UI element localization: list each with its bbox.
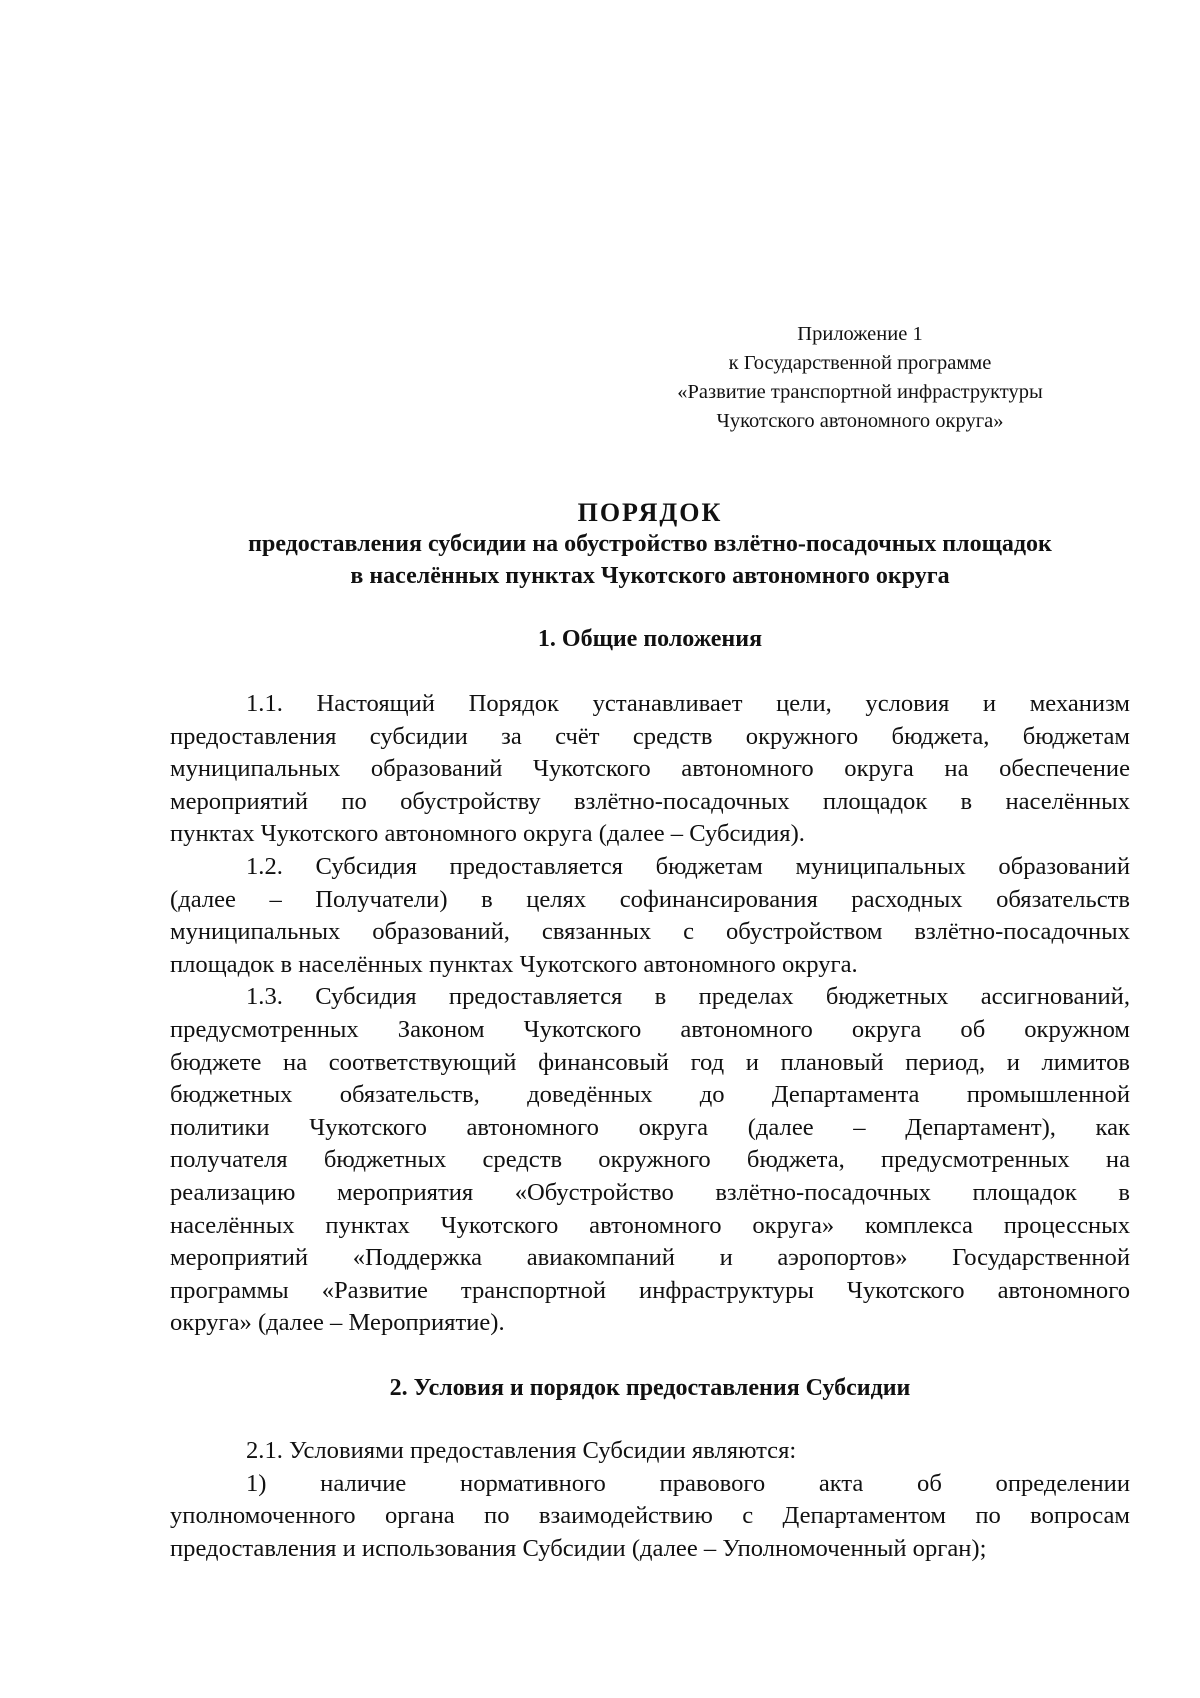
paragraph-line: предоставления и использования Субсидии (далее – Уполномоченный орган); xyxy=(170,1534,987,1562)
paragraph-line: 1.2. Субсидия предоставляется бюджетам муниципальных образований xyxy=(246,852,1130,880)
appendix-line: Чукотского автономного округа» xyxy=(716,410,1004,432)
paragraph-line: уполномоченного органа по взаимодействию с Департаментом по вопросам xyxy=(170,1502,1130,1530)
paragraph-line: 1.1. Настоящий Порядок устанавливает цели, условия и механизм xyxy=(246,690,1130,717)
appendix-block xyxy=(620,320,1100,436)
paragraph-line: 1) наличие нормативного правового акта об определении xyxy=(246,1469,1130,1497)
paragraph-line: площадок в населённых пунктах Чукотского автономного округа. xyxy=(170,950,858,978)
paragraph-line: политики Чукотского автономного округа (далее – Департамент), как xyxy=(170,1113,1130,1141)
paragraph-line: мероприятий «Поддержка авиакомпаний и аэропортов» Государственной xyxy=(170,1244,1130,1272)
appendix-line: Приложение 1 xyxy=(797,323,923,345)
appendix-line: к Государственной программе xyxy=(728,352,992,374)
paragraph-line: (далее – Получатели) в целях софинансирования расходных обязательств xyxy=(170,885,1130,913)
paragraph-line: 1.3. Субсидия предоставляется в пределах бюджетных ассигнований, xyxy=(246,983,1130,1011)
paragraph-line: бюджете на соответствующий финансовый год и плановый период, и лимитов xyxy=(170,1048,1130,1076)
paragraph-line: населённых пунктах Чукотского автономного округа» комплекса процессных xyxy=(170,1211,1130,1239)
document-subtitle xyxy=(170,528,1130,592)
section-1-body xyxy=(170,688,1130,1340)
paragraph-line: предусмотренных Законом Чукотского автономного округа об окружном xyxy=(170,1015,1130,1043)
document-title: ПОРЯДОК xyxy=(577,498,723,527)
paragraph-line: пунктах Чукотского автономного округа (далее – Субсидия). xyxy=(170,820,805,848)
section-1-heading: 1. Общие положения xyxy=(537,626,763,652)
subtitle-line: предоставления субсидии на обустройство взлётно-посадочных площадок xyxy=(248,531,1052,557)
section-2-body xyxy=(170,1435,1130,1565)
section-2-heading: 2. Условия и порядок предоставления Субсидии xyxy=(389,1375,911,1401)
paragraph-line: округа» (далее – Мероприятие). xyxy=(170,1309,505,1337)
paragraph-line: предоставления субсидии за счёт средств окружного бюджета, бюджетам xyxy=(170,722,1130,750)
paragraph-line: 2.1. Условиями предоставления Субсидии являются: xyxy=(246,1437,797,1464)
paragraph-line: программы «Развитие транспортной инфраструктуры Чукотского автономного xyxy=(170,1276,1130,1304)
subtitle-line: в населённых пунктах Чукотского автономного округа xyxy=(350,563,950,589)
paragraph-line: муниципальных образований, связанных с обустройством взлётно-посадочных xyxy=(170,918,1130,946)
paragraph-line: муниципальных образований Чукотского автономного округа на обеспечение xyxy=(170,755,1130,783)
paragraph-line: получателя бюджетных средств окружного бюджета, предусмотренных на xyxy=(170,1146,1130,1174)
paragraph-line: мероприятий по обустройству взлётно-посадочных площадок в населённых xyxy=(170,787,1130,815)
paragraph-line: реализацию мероприятия «Обустройство взлётно-посадочных площадок в xyxy=(170,1178,1130,1206)
appendix-line: «Развитие транспортной инфраструктуры xyxy=(677,381,1043,403)
paragraph-line: бюджетных обязательств, доведённых до Департамента промышленной xyxy=(170,1081,1130,1109)
